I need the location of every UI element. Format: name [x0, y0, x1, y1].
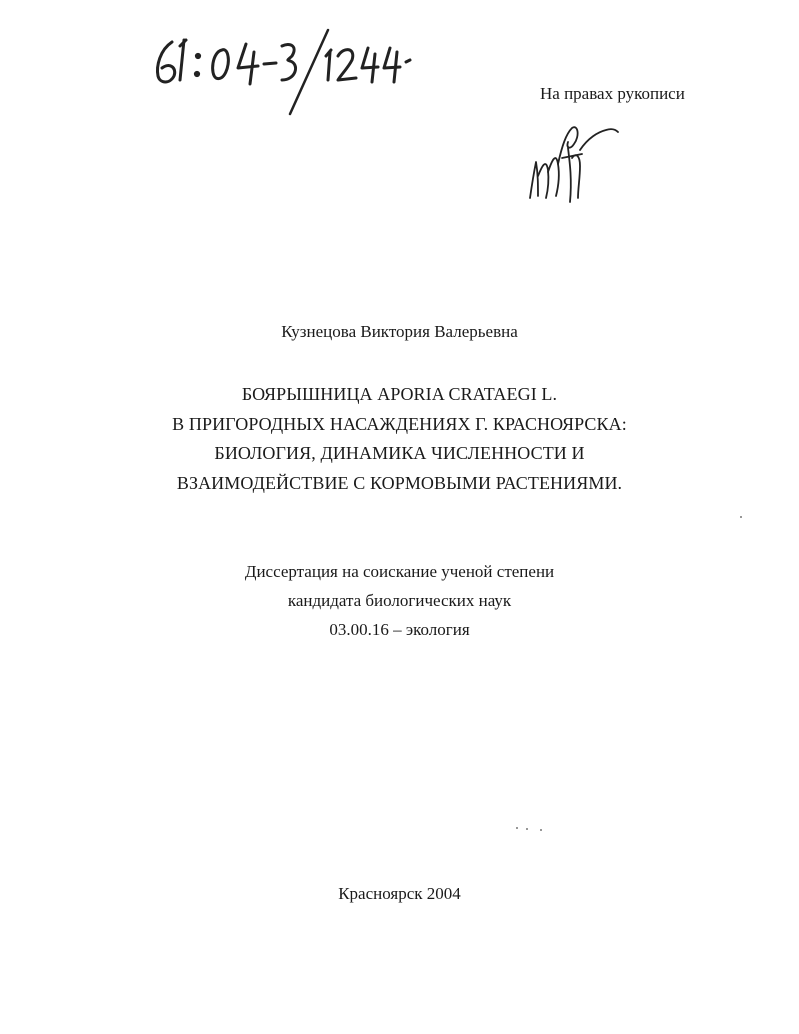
- degree-line: кандидата биологических наук: [287, 591, 512, 610]
- handwritten-archive-code: [150, 22, 440, 122]
- title-line: В ПРИГОРОДНЫХ НАСАЖДЕНИЯХ Г. КРАСНОЯРСКА:: [172, 413, 627, 434]
- title-line: БИОЛОГИЯ, ДИНАМИКА ЧИСЛЕННОСТИ И: [214, 443, 585, 463]
- rights-note: На правах рукописи: [540, 84, 685, 103]
- city-and-year: Красноярск 2004: [338, 884, 461, 903]
- degree-line: 03.00.16 – экология: [329, 620, 470, 639]
- degree-statement: [0, 557, 799, 644]
- degree-line: Диссертация на соискание ученой степени: [244, 562, 555, 581]
- scan-speck: [540, 829, 542, 831]
- dissertation-title: [0, 380, 799, 498]
- title-line: ВЗАИМОДЕЙСТВИЕ С КОРМОВЫМИ РАСТЕНИЯМИ.: [176, 472, 623, 493]
- scan-speck: [516, 827, 518, 829]
- handwritten-signature: [522, 118, 622, 208]
- scan-speck: [526, 828, 528, 830]
- scan-speck: [740, 516, 742, 518]
- author-name: Кузнецова Виктория Валерьевна: [281, 322, 518, 341]
- title-line: БОЯРЫШНИЦА APORIA CRATAEGI L.: [241, 384, 558, 404]
